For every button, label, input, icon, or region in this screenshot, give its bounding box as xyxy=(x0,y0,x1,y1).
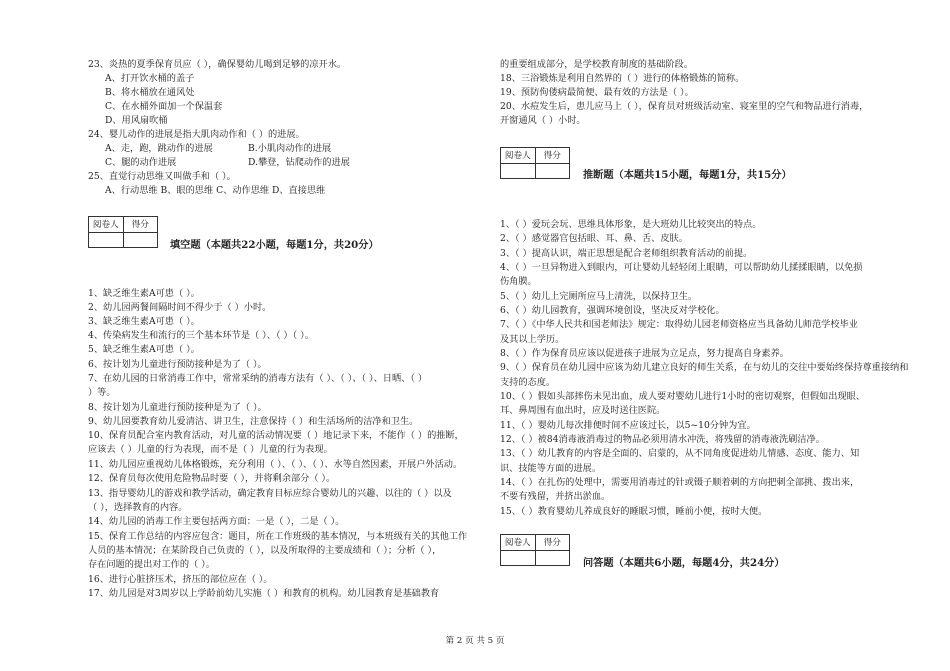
fill-q3: 3、缺乏维生素A可患（ ）。 xyxy=(88,316,200,327)
q24-option-b: B.小肌肉动作的进展 xyxy=(248,143,332,154)
section-title-qa: 问答题（本题共6小题，每题4分，共24分） xyxy=(583,557,785,569)
score-cell xyxy=(535,163,570,179)
fill-q17-cont: 的重要组成部分，是学校教育制度的基础阶段。 xyxy=(500,59,693,70)
score-label: 得分 xyxy=(535,148,570,164)
judge-q14-cont: 不要有残留，并挤出淤血。 xyxy=(500,491,611,502)
judge-q9: 9、（ ）保育员在幼儿园中应该为幼儿建立良好的师生关系，在与幼儿的交往中要始终保持尊重接纳和 xyxy=(500,362,909,373)
judge-q10-cont: 耳、鼻周围有血出时，应及时送往医院。 xyxy=(500,405,666,416)
q25-options: A、行动思维 B、眼的思维 C、动作思维 D、直接思维 xyxy=(105,185,326,196)
fill-q7-cont: ）等。 xyxy=(88,387,116,398)
fill-q14: 14、幼儿园的消毒工作主要包括两方面：一是（ ），二是（ ）。 xyxy=(88,516,345,527)
judge-q7: 7、（ ）《中华人民共和国老师法》规定：取得幼儿园老师资格应当具备幼儿师范学校毕业 xyxy=(500,319,858,330)
q24-stem: 24、婴儿动作的进展是指大肌肉动作和（ ）的进展。 xyxy=(88,129,305,140)
score-cell xyxy=(123,232,158,248)
reviewer-label: 阅卷人 xyxy=(89,217,124,233)
score-box-judge xyxy=(500,147,570,179)
fill-q16: 16、进行心脏挤压术，挤压的部位应在（ ）。 xyxy=(88,574,273,585)
reviewer-cell xyxy=(501,163,536,179)
score-label: 得分 xyxy=(123,217,158,233)
q23-option-d: D、用风扇吹桶 xyxy=(105,115,168,126)
score-label: 得分 xyxy=(535,535,570,551)
fill-q10: 10、保育员配合室内教育活动，对儿童的活动情况要（ ）地记录下来，不能作（ ）的推断， xyxy=(88,430,464,441)
judge-q8: 8、（ ）作为保育员应该以促进孩子进展为立足点，努力提高自身素养。 xyxy=(500,348,789,359)
fill-q8: 8、按计划为儿童进行预防接种是为了（ ）。 xyxy=(88,402,267,413)
reviewer-cell xyxy=(89,232,124,248)
section-title-judge: 推断题（本题共15小题，每题1分，共15分） xyxy=(583,169,792,181)
fill-q20: 20、水痘发生后，患儿应马上（ ），保育员对班级活动室、寝室里的空气和物品进行消毒， xyxy=(500,101,869,112)
fill-q15: 15、保育工作总结的内容应包含：题目，所在工作班级的基本情况，与本班级有关的其他工作 xyxy=(88,531,468,542)
fill-q9: 9、幼儿园要教育幼儿爱清洁、讲卫生，注意保持（ ）和生活场所的洁净和卫生。 xyxy=(88,416,419,427)
page-footer: 第 2 页 共 5 页 xyxy=(445,636,505,646)
fill-q13-cont: （ ），选择教育的内容。 xyxy=(88,502,188,513)
score-box-qa xyxy=(500,534,570,566)
fill-q13: 13、指导婴幼儿的游戏和教学活动，确定教育目标应综合婴幼儿的兴趣、以往的（ ）以及 xyxy=(88,488,452,499)
judge-q4-cont: 伤角膜。 xyxy=(500,276,537,287)
judge-q13-cont: 识、技能等方面的进展。 xyxy=(500,463,602,474)
fill-q4: 4、传染病发生和流行的三个基本环节是（ ）、（ ）（ ）。 xyxy=(88,330,314,341)
judge-q4: 4、（ ）一旦异物进入到眼内，可让婴幼儿轻轻闭上眼睛，可以帮助幼儿揉揉眼睛，以免损 xyxy=(500,262,863,273)
fill-q11: 11、幼儿园应重视幼儿体格锻炼，充分利用（ ）、（ ）、（ ）、水等自然因素，开展户外活动。 xyxy=(88,459,463,470)
judge-q12: 12、（ ）被84消毒液消毒过的物品必须用清水冲洗，将残留的消毒液洗刷洁净。 xyxy=(500,434,825,445)
reviewer-cell xyxy=(501,550,536,566)
q24-option-a: A、走，跑，跳动作的进展 xyxy=(105,143,213,154)
reviewer-label: 阅卷人 xyxy=(501,148,536,164)
judge-q15: 15、（ ）教育婴幼儿养成良好的睡眠习惯，睡前小便，按时大便。 xyxy=(500,506,768,517)
fill-q2: 2、幼儿园两餐间隔时间不得少于（ ）小时。 xyxy=(88,302,272,313)
q23-option-c: C、在水桶外面加一个保温套 xyxy=(105,101,223,112)
q24-option-d: D.攀登，钻爬动作的进展 xyxy=(248,157,350,168)
score-cell xyxy=(535,550,570,566)
fill-q1: 1、缺乏维生素A可患（ ）。 xyxy=(88,288,200,299)
judge-q13: 13、（ ）幼儿教育的内容是全面的、启蒙的，从不同角度促进幼儿情感、态度、能力、知 xyxy=(500,448,860,459)
fill-q6: 6、按计划为儿童进行预防接种是为了（ ）。 xyxy=(88,359,267,370)
score-box-fill xyxy=(88,216,158,248)
judge-q9-cont: 支持的态度。 xyxy=(500,377,556,388)
fill-q19: 19、预防佝偻病最简便、最有效的方法是（ ）。 xyxy=(500,87,694,98)
fill-q5: 5、缺乏维生素A可患（ ）。 xyxy=(88,344,200,355)
q25-stem: 25、直觉行动思维又叫做手和（ ）。 xyxy=(88,171,236,182)
fill-q7: 7、在幼儿园的日常消毒工作中，常常采纳的消毒方法有（ ）、（ ）、（ ）、日晒、（ ） xyxy=(88,373,428,384)
fill-q12: 12、保育员每次使用危险物品时要（ ），并将剩余部分（ ）。 xyxy=(88,473,336,484)
fill-q15-cont1: 人员的基本情况；在某阶段自己负责的（ ），以及所取得的主要成绩和（ ）；分析（ ）， xyxy=(88,545,442,556)
fill-q15-cont2: 存在问题的提出对工作的（ ）。 xyxy=(88,559,215,570)
judge-q14: 14、（ ）在扎伤的处理中，需要用消毒过的针或镊子顺着刺的方向把刺全部挑、拨出来， xyxy=(500,477,860,488)
judge-q7-cont: 及其以上学历。 xyxy=(500,334,565,345)
judge-q10: 10、（ ）假如头部摔伤未见出血，成人要对婴幼儿进行1小时的密切观察，但假如出现眼、 xyxy=(500,391,865,402)
q24-option-c: C、腿的动作进展 xyxy=(105,157,177,168)
q23-stem: 23、炎热的夏季保育员应（ ），确保婴幼儿喝到足够的凉开水。 xyxy=(88,59,347,70)
judge-q1: 1、（ ）爱玩会玩、思维具体形象，是大班幼儿比较突出的特点。 xyxy=(500,219,762,230)
q23-option-a: A、打开饮水桶的盖子 xyxy=(105,73,195,84)
q23-option-b: B、将水桶放在通风处 xyxy=(105,87,195,98)
judge-q2: 2、（ ）感觉器官包括眼、耳、鼻、舌、皮肤。 xyxy=(500,233,688,244)
fill-q10-cont: 应该去（ ）儿童的行为表现，而不是（ ）儿童的行为表现。 xyxy=(88,444,333,455)
judge-q5: 5、（ ）幼儿上完厕所应马上清洗，以保持卫生。 xyxy=(500,291,698,302)
fill-q18: 18、三浴锻炼是利用自然界的（ ）进行的体格锻炼的简称。 xyxy=(500,73,745,84)
judge-q6: 6、（ ）幼儿园教育，强调环境创设，坚决反对学校化。 xyxy=(500,305,725,316)
reviewer-label: 阅卷人 xyxy=(501,535,536,551)
fill-q17: 17、幼儿园是对3周岁以上学龄前幼儿实施（ ）和教育的机构。幼儿园教育是基础教育 xyxy=(88,588,440,599)
judge-q3: 3、（ ）提高认识，端正思想是配合老师组织教育活动的前提。 xyxy=(500,248,753,259)
fill-q20-cont: 开窗通风（ ）小时。 xyxy=(500,115,586,126)
section-title-fill: 填空题（本题共22小题，每题1分，共20分） xyxy=(170,239,379,251)
judge-q11: 11、（ ）婴幼儿每次排便时间不应该过长，以5~10分钟为宜。 xyxy=(500,420,756,431)
